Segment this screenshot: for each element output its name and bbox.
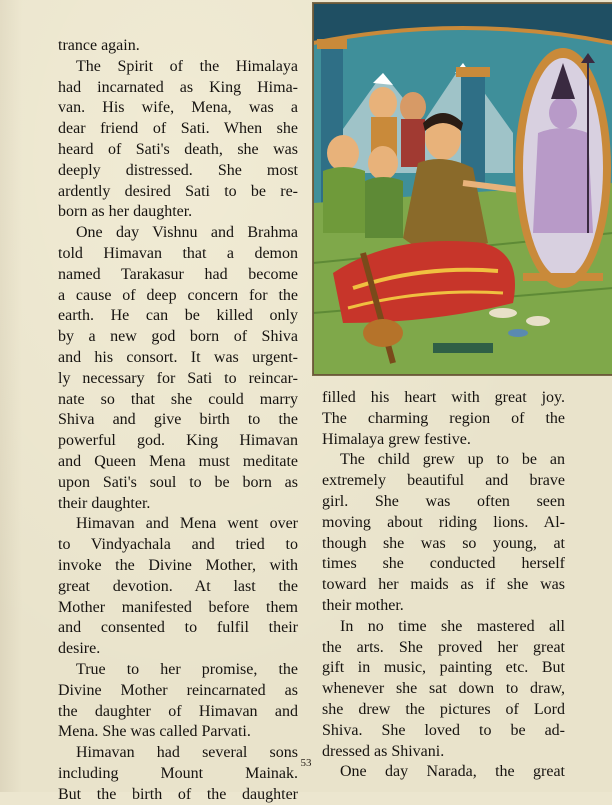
paragraph <box>58 514 298 660</box>
text-line: whenever she sat down to draw, <box>322 679 565 700</box>
text-line: ly necessary for Sati to reincar- <box>58 369 298 390</box>
text-line: Himavan and Mena went over <box>58 514 298 535</box>
text-line: Shiva and give birth to the <box>58 410 298 431</box>
text-line: heard of Sati's death, she was <box>58 140 298 161</box>
text-line: told Himavan that a demon <box>58 244 298 265</box>
right-text-column <box>322 388 565 783</box>
text-line: a cause of deep concern for the <box>58 286 298 307</box>
page-number: 53 <box>0 757 612 769</box>
text-line: One day Vishnu and Brahma <box>58 223 298 244</box>
text-line: desire. <box>58 639 298 660</box>
text-line: dressed as Shivani. <box>322 742 565 763</box>
text-line: In no time she mastered all <box>322 617 565 638</box>
text-line: born as her daughter. <box>58 202 298 223</box>
text-line: toward her maids as if she was <box>322 575 565 596</box>
text-line: dear friend of Sati. When she <box>58 119 298 140</box>
paragraph <box>322 450 565 616</box>
text-line: and his consort. It was urgent- <box>58 348 298 369</box>
text-line: The child grew up to be an <box>322 450 565 471</box>
text-line: earth. He can be killed only <box>58 306 298 327</box>
paragraph <box>322 388 565 450</box>
illustration-art <box>313 3 612 375</box>
text-line: times she conducted herself <box>322 554 565 575</box>
text-line: powerful god. King Himavan <box>58 431 298 452</box>
text-line: van. His wife, Mena, was a <box>58 98 298 119</box>
text-line: trance again. <box>58 36 298 57</box>
text-line: by a new god born of Shiva <box>58 327 298 348</box>
left-text-column <box>58 36 298 805</box>
paragraph <box>58 36 298 57</box>
text-line: named Tarakasur had become <box>58 265 298 286</box>
text-line: nate so that she could marry <box>58 390 298 411</box>
text-line: ardently desired Sati to be re- <box>58 182 298 203</box>
paragraph <box>58 660 298 743</box>
text-line: and consented to fulfil their <box>58 618 298 639</box>
text-line: including Mount Mainak. <box>58 764 298 785</box>
text-line: gift in music, painting etc. But <box>322 658 565 679</box>
text-line: deeply distressed. She most <box>58 161 298 182</box>
text-line: Shiva. She loved to be ad- <box>322 721 565 742</box>
text-line: Mena. She was called Parvati. <box>58 722 298 743</box>
text-line: Mother manifested before them <box>58 598 298 619</box>
text-line: filled his heart with great joy. <box>322 388 565 409</box>
text-line: The Spirit of the Himalaya <box>58 57 298 78</box>
text-line: Divine Mother reincarnated as <box>58 681 298 702</box>
text-line: the daughter of Himavan and <box>58 702 298 723</box>
text-line: Himavan had several sons <box>58 743 298 764</box>
text-line: upon Sati's soul to be born as <box>58 473 298 494</box>
paragraph <box>322 617 565 763</box>
text-line: their mother. <box>322 596 565 617</box>
text-line: extremely beautiful and brave <box>322 471 565 492</box>
text-line: But the birth of the daughter <box>58 785 298 805</box>
text-line: though she was so young, at <box>322 534 565 555</box>
paragraph <box>58 57 298 223</box>
text-line: to Vindyachala and tried to <box>58 535 298 556</box>
paragraph <box>58 743 298 805</box>
text-line: invoke the Divine Mother, with <box>58 556 298 577</box>
text-line: The charming region of the <box>322 409 565 430</box>
text-line: True to her promise, the <box>58 660 298 681</box>
text-line: Himalaya grew festive. <box>322 430 565 451</box>
text-line: had incarnated as King Hima- <box>58 78 298 99</box>
illustration-parvati-painting-shiva <box>312 2 612 376</box>
text-line: girl. She was often seen <box>322 492 565 513</box>
text-line: the arts. She proved her great <box>322 638 565 659</box>
text-line: moving about riding lions. Al- <box>322 513 565 534</box>
text-line: great devotion. At last the <box>58 577 298 598</box>
paragraph <box>58 223 298 514</box>
text-line: she drew the pictures of Lord <box>322 700 565 721</box>
text-line: One day Narada, the great <box>322 762 565 783</box>
text-line: and Queen Mena must meditate <box>58 452 298 473</box>
text-line: their daughter. <box>58 494 298 515</box>
